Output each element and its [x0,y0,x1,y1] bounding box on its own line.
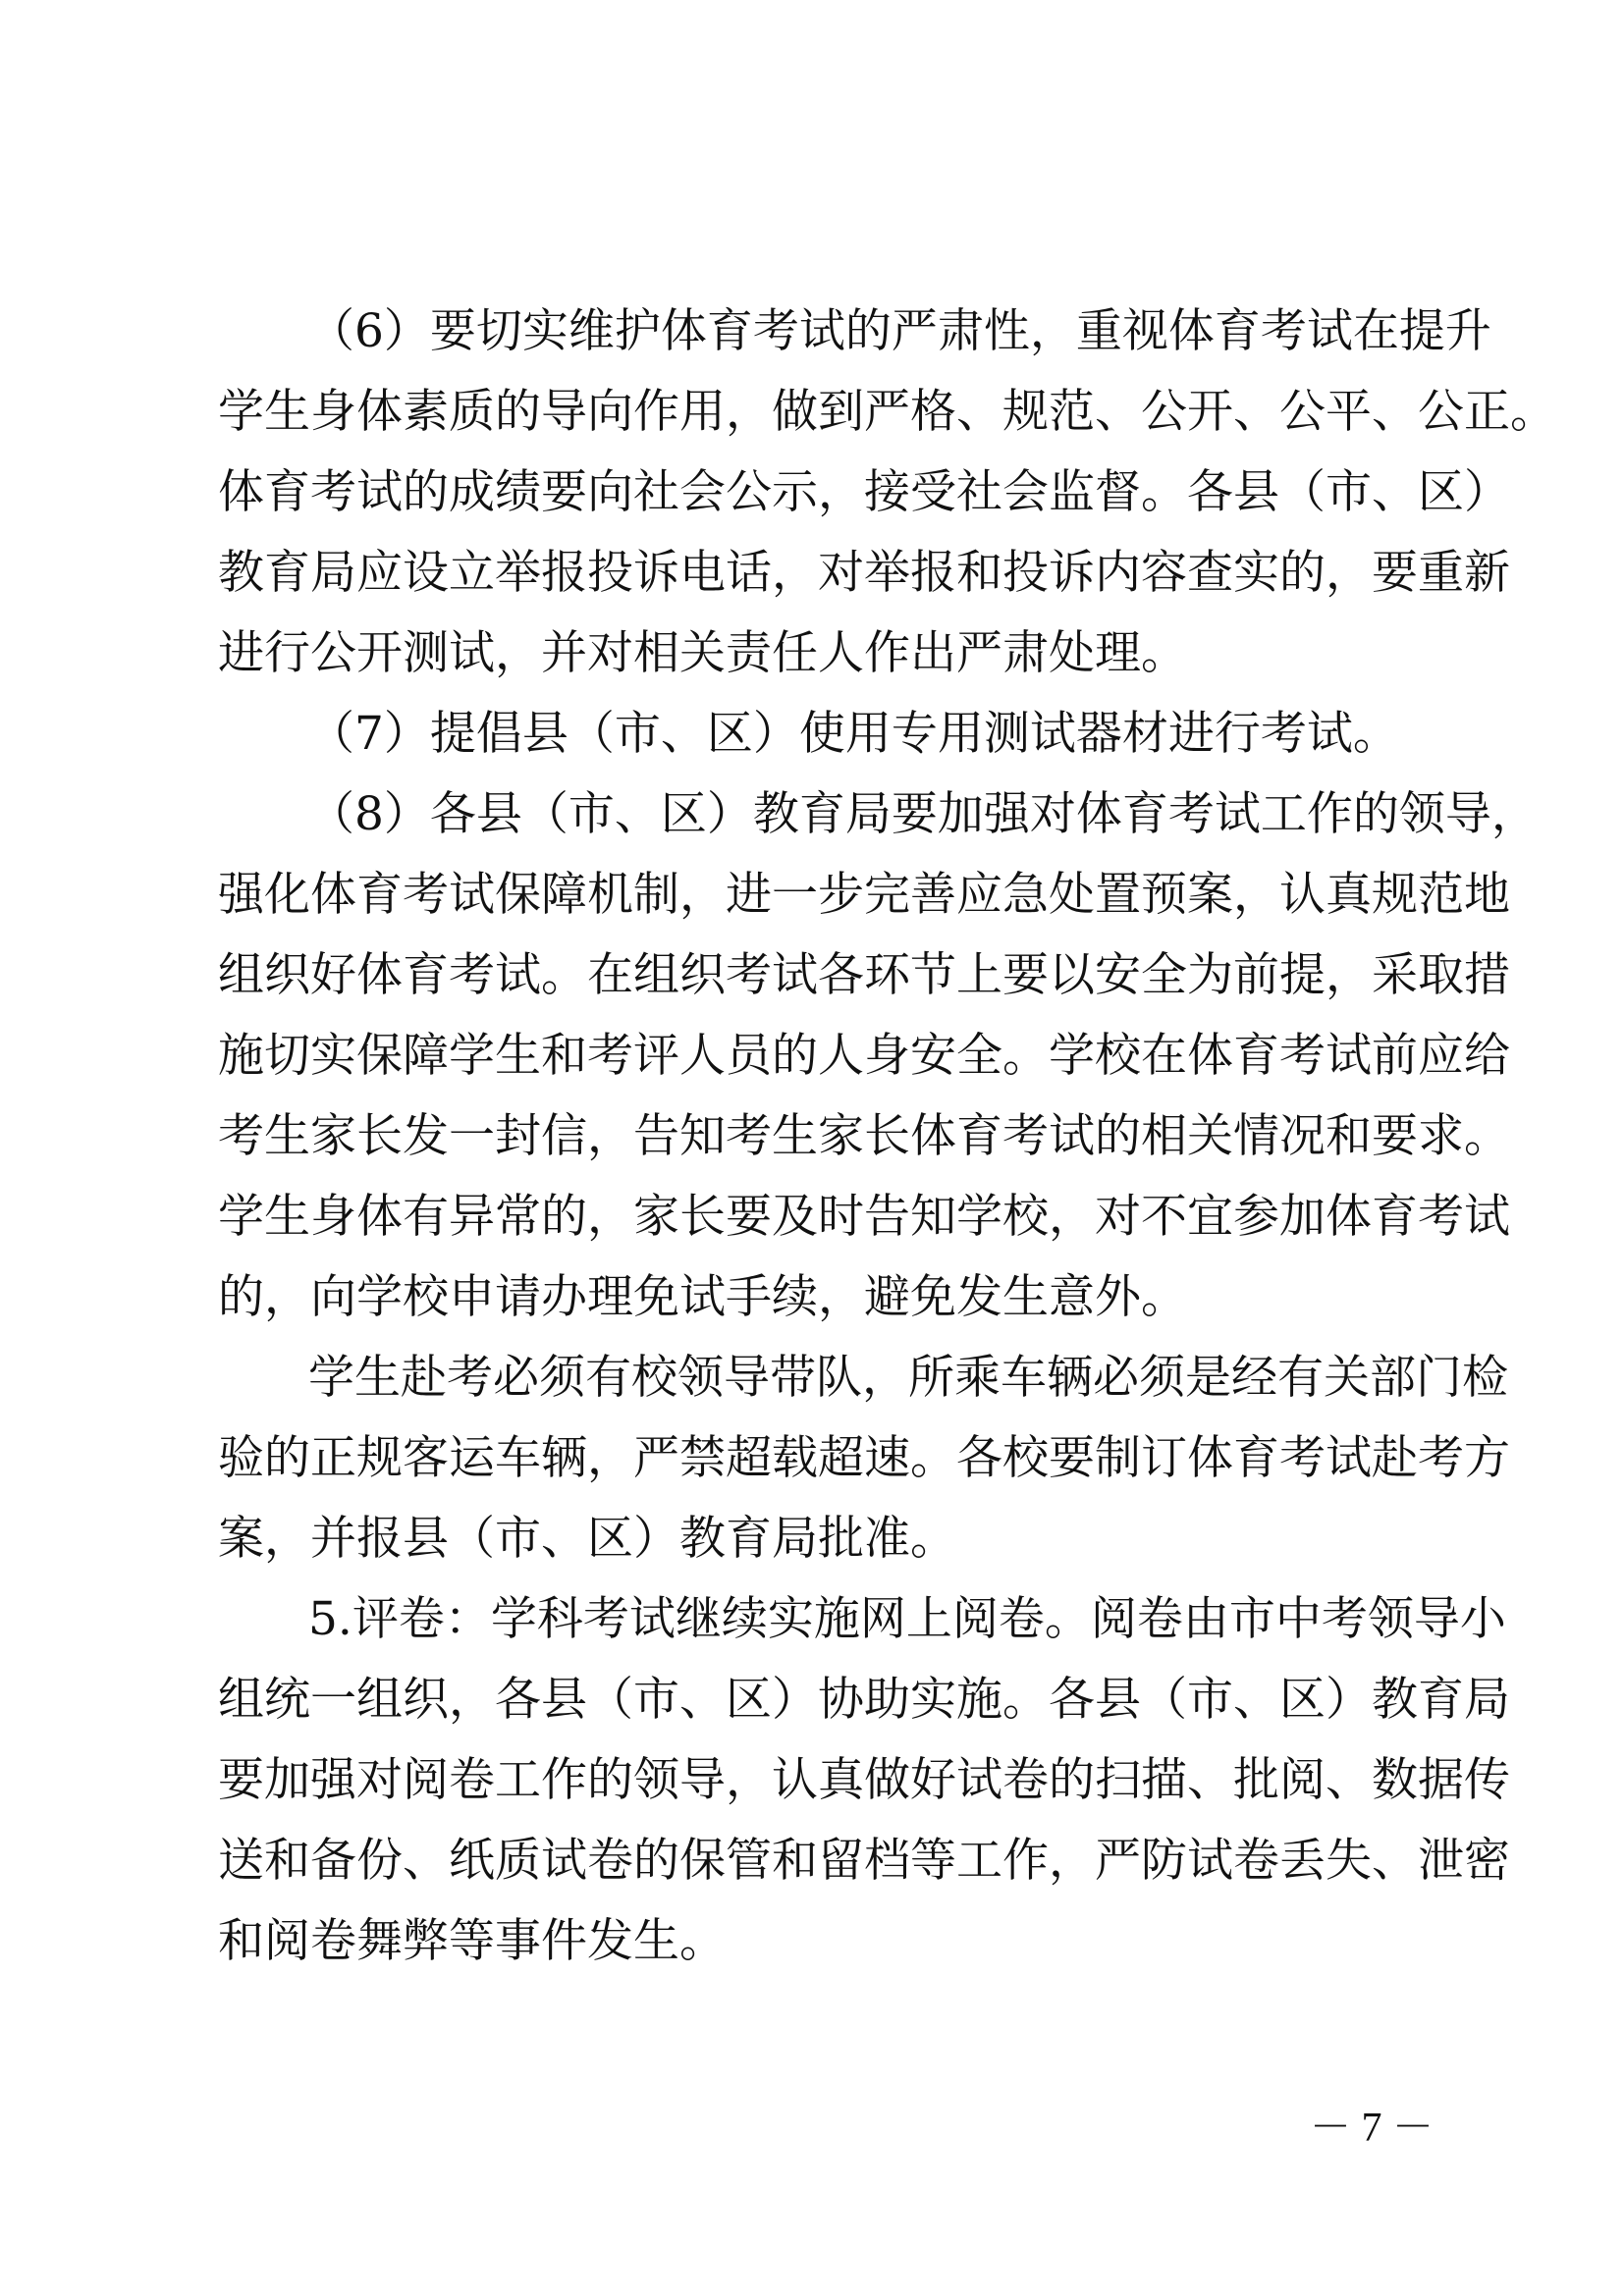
grading-paragraph-line-1: 5.评卷：学科考试继续实施网上阅卷。阅卷由市中考领导小 [308,1592,1506,1646]
transport-paragraph-line-3: 案，并报县（市、区）教育局批准。 [218,1512,956,1566]
grading-paragraph-line-2: 组统一组织，各县（市、区）协助实施。各县（市、区）教育局 [218,1673,1510,1727]
grading-paragraph-line-4: 送和备份、纸质试卷的保管和留档等工作，严防试卷丢失、泄密 [218,1834,1510,1888]
paragraph-8-line-2: 强化体育考试保障机制，进一步完善应急处置预案，认真规范地 [218,868,1510,922]
paragraph-7-line-1: （7）提倡县（市、区）使用专用测试器材进行考试。 [308,707,1399,761]
transport-paragraph-line-1: 学生赴考必须有校领导带队，所乘车辆必须是经有关部门检 [308,1351,1508,1405]
paragraph-8-line-7: 的，向学校申请办理免试手续，避免发生意外。 [218,1270,1187,1324]
paragraph-6-line-2: 学生身体素质的导向作用，做到严格、规范、公开、公平、公正。 [218,385,1556,439]
transport-paragraph-line-2: 验的正规客运车辆，严禁超载超速。各校要制订体育考试赴考方 [218,1431,1510,1485]
paragraph-6-line-5: 进行公开测试，并对相关责任人作出严肃处理。 [218,626,1187,680]
paragraph-6-line-3: 体育考试的成绩要向社会公示，接受社会监督。各县（市、区） [218,465,1510,519]
paragraph-8-line-5: 考生家长发一封信，告知考生家长体育考试的相关情况和要求。 [218,1109,1510,1163]
grading-paragraph-line-3: 要加强对阅卷工作的领导，认真做好试卷的扫描、批阅、数据传 [218,1753,1510,1807]
paragraph-8-line-4: 施切实保障学生和考评人员的人身安全。学校在体育考试前应给 [218,1029,1510,1083]
paragraph-6-line-1: （6）要切实维护体育考试的严肃性，重视体育考试在提升 [308,304,1491,358]
paragraph-8-line-1: （8）各县（市、区）教育局要加强对体育考试工作的领导， [308,787,1538,841]
page-number: － 7 － [1309,2106,1434,2151]
grading-paragraph-line-5: 和阅卷舞弊等事件发生。 [218,1914,726,1968]
paragraph-8-line-3: 组织好体育考试。在组织考试各环节上要以安全为前提，采取措 [218,948,1510,1002]
paragraph-8-line-6: 学生身体有异常的，家长要及时告知学校，对不宜参加体育考试 [218,1190,1510,1244]
paragraph-6-line-4: 教育局应设立举报投诉电话，对举报和投诉内容查实的，要重新 [218,546,1510,600]
